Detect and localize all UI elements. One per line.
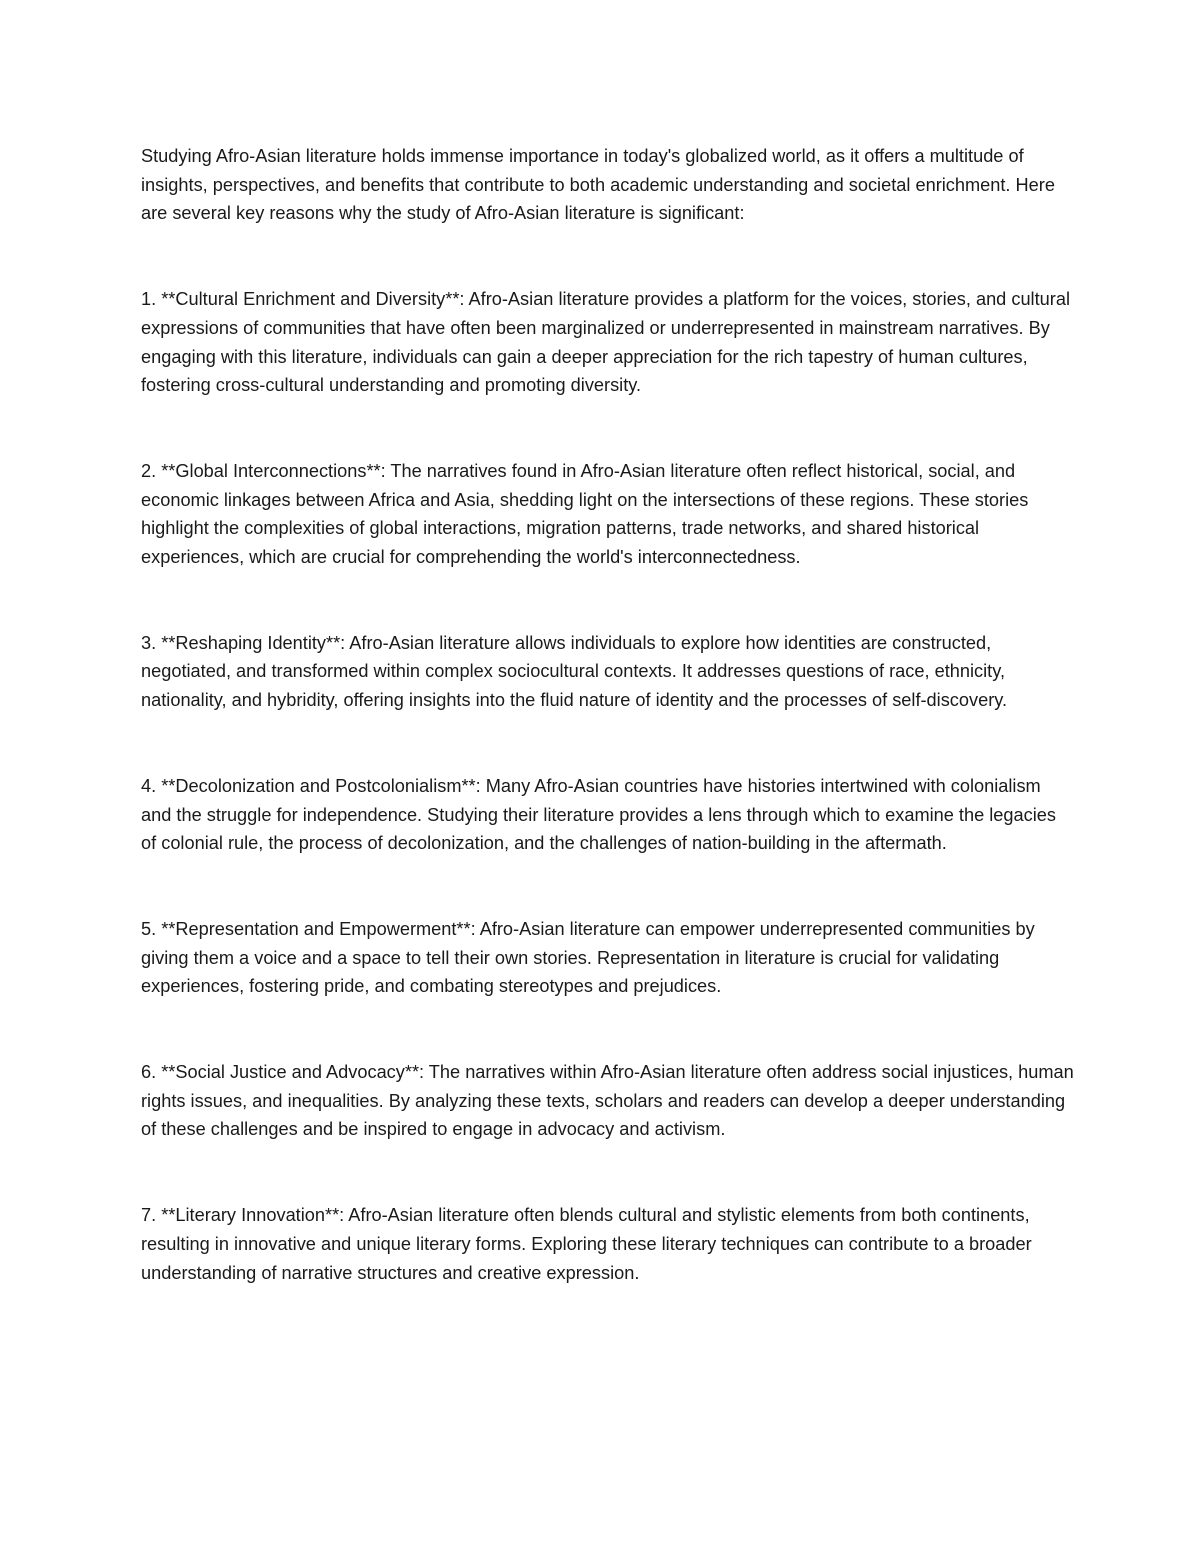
- point-paragraph-7: 7. **Literary Innovation**: Afro-Asian literature often blends cultural and stylistic elements from both continents, resulting in innovative and unique literary forms. Exploring these literary techniques can contribute to a broader understanding of narrative structures and creative expression.: [141, 1205, 1032, 1283]
- point-paragraph-2: 2. **Global Interconnections**: The narratives found in Afro-Asian literature often reflect historical, social, and economic linkages between Africa and Asia, shedding light on the intersections of these regions. These stories highlight the complexities of global interactions, migration patterns, trade networks, and shared historical experiences, which are crucial for comprehending the world's interconnectedness.: [141, 460, 1029, 568]
- point-paragraph-5: 5. **Representation and Empowerment**: Afro-Asian literature can empower underrepresented communities by giving them a voice and a space to tell their own stories. Representation in literature is crucial for validating experiences, fostering pride, and combating stereotypes and prejudices.: [141, 918, 1035, 997]
- point-paragraph-6: 6. **Social Justice and Advocacy**: The narratives within Afro-Asian literature often address social injustices, human rights issues, and inequalities. By analyzing these texts, scholars and readers can develop a deeper understanding of these challenges and be inspired to engage in advocacy and activism.: [141, 1062, 1074, 1140]
- intro-paragraph: Studying Afro-Asian literature holds immense importance in today's globalized world, as it offers a multitude of insights, perspectives, and benefits that contribute to both academic understanding and societal enrichment. Here are several key reasons why the study of Afro-Asian literature is significant:: [141, 146, 1055, 224]
- point-paragraph-4: 4. **Decolonization and Postcolonialism**: Many Afro-Asian countries have histories intertwined with colonialism and the struggle for independence. Studying their literature provides a lens through which to examine the legacies of colonial rule, the process of decolonization, and the challenges of nation-building in the aftermath.: [141, 775, 1056, 854]
- point-paragraph-3: 3. **Reshaping Identity**: Afro-Asian literature allows individuals to explore how identities are constructed, negotiated, and transformed within complex sociocultural contexts. It addresses questions of race, ethnicity, nationality, and hybridity, offering insights into the fluid nature of identity and the processes of self-discovery.: [141, 632, 1008, 711]
- document-body: [141, 142, 1076, 1287]
- point-paragraph-1: 1. **Cultural Enrichment and Diversity**: Afro-Asian literature provides a platform for the voices, stories, and cultural expressions of communities that have often been marginalized or underrepresented in mainstream narratives. By engaging with this literature, individuals can gain a deeper appreciation for the rich tapestry of human cultures, fostering cross-cultural understanding and promoting diversity.: [141, 289, 1070, 396]
